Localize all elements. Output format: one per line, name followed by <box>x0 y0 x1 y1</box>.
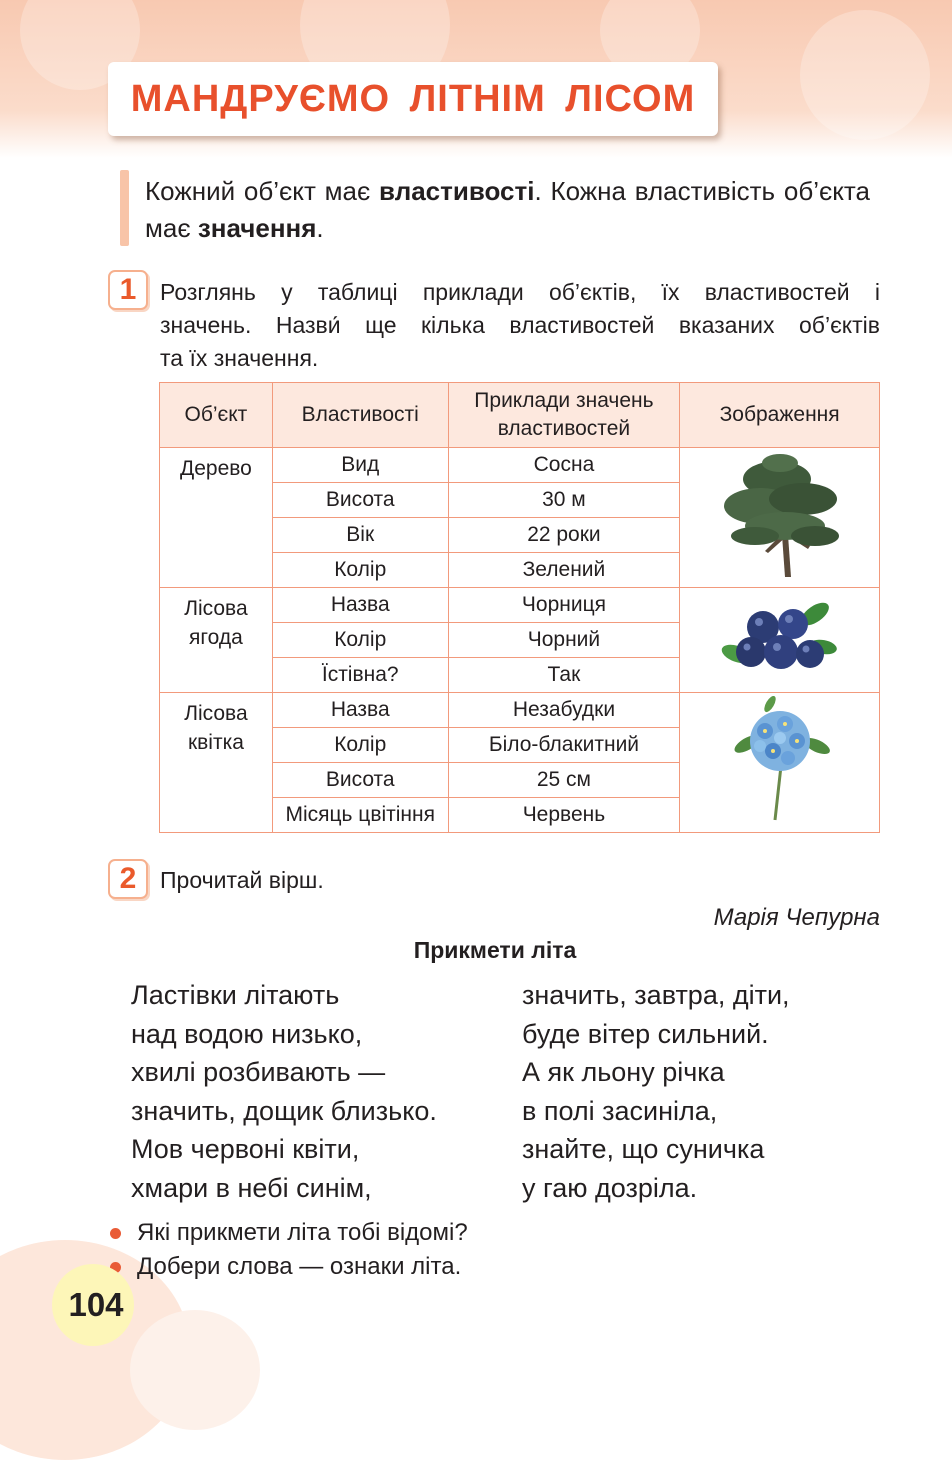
property-cell: Колір <box>272 553 448 588</box>
question-list <box>110 1216 468 1284</box>
corner-decoration <box>130 1310 260 1430</box>
poem-line: в полі засиніла, <box>522 1095 718 1126</box>
value-cell: 22 роки <box>448 518 680 553</box>
value-cell: 30 м <box>448 483 680 518</box>
poem-author: Марія Чепурна <box>713 904 880 931</box>
forget-me-not-icon <box>725 696 835 824</box>
blueberries-image <box>680 588 880 693</box>
bullet-icon <box>110 1228 121 1239</box>
object-cell <box>160 588 273 693</box>
object-cell <box>160 693 273 833</box>
question-text: Добери слова — ознаки літа. <box>137 1253 462 1280</box>
header-values-line: Приклади значень <box>474 389 654 412</box>
header-property: Властивості <box>272 383 448 448</box>
property-cell: Вид <box>272 448 448 483</box>
list-item <box>110 1216 468 1250</box>
intro-bold-values: значення <box>197 213 317 243</box>
value-cell: Так <box>448 658 680 693</box>
properties-table <box>159 382 880 833</box>
object-name: Лісова <box>184 702 248 725</box>
poem-title: Прикмети літа <box>413 937 577 963</box>
task-number-2: 2 <box>108 859 148 899</box>
decor-bubble <box>800 10 930 140</box>
table-row <box>160 693 880 728</box>
header-values-line: властивостей <box>497 417 631 440</box>
intro-bold-properties: властивості <box>379 176 535 206</box>
object-name: Лісова <box>184 597 248 620</box>
table-row <box>160 448 880 483</box>
title-box <box>108 62 718 136</box>
object-name: Дерево <box>179 457 252 480</box>
header-image: Зображення <box>680 383 880 448</box>
task-1-line: та їх значення. <box>160 345 319 371</box>
poem-column-right <box>522 976 790 1207</box>
value-cell: Сосна <box>448 448 680 483</box>
pine-tree-image <box>680 448 880 588</box>
blueberries-icon <box>715 592 845 682</box>
property-cell: Колір <box>272 623 448 658</box>
page-title: МАНДРУЄМО ЛІТНІМ ЛІСОМ <box>130 78 696 120</box>
property-cell: Колір <box>272 728 448 763</box>
poem-line: Ластівки літають <box>131 980 340 1010</box>
property-cell: Назва <box>272 588 448 623</box>
value-cell: Біло-блакитний <box>448 728 680 763</box>
property-cell: Висота <box>272 763 448 798</box>
poem-line: у гаю дозріла. <box>522 1172 698 1203</box>
value-cell: Незабудки <box>448 693 680 728</box>
table-header-row <box>160 383 880 448</box>
header-object: Об’єкт <box>160 383 273 448</box>
poem-line: буде вітер сильний. <box>522 1018 769 1049</box>
header-values <box>448 383 680 448</box>
poem-line: хмари в небі синім, <box>131 1172 372 1203</box>
object-name: ягода <box>189 626 243 649</box>
property-cell: Вік <box>272 518 448 553</box>
property-cell: Місяць цвітіння <box>272 798 448 833</box>
property-cell: Назва <box>272 693 448 728</box>
poem-line: над водою низько, <box>131 1018 363 1049</box>
poem-column-left <box>131 976 437 1207</box>
poem-line: Мов червоні квіти, <box>131 1134 360 1164</box>
value-cell: Чорний <box>448 623 680 658</box>
poem-line: значить, завтра, діти, <box>522 980 790 1010</box>
task-1-line: значень. Назви́ ще кілька властивостей вказаних об’єктів <box>160 312 880 338</box>
intro-part: Кожний об’єкт має <box>145 176 380 206</box>
value-cell: Червень <box>448 798 680 833</box>
task-number-1: 1 <box>108 270 148 310</box>
pine-tree-icon <box>715 451 845 579</box>
question-text: Які прикмети літа тобі відомі? <box>137 1219 468 1246</box>
intro-part: . Кожна властивість об’єкта має <box>145 176 870 243</box>
poem-line: А як льону річка <box>522 1057 725 1087</box>
poem-line: знайте, що суничка <box>522 1134 765 1164</box>
property-cell: Їстівна? <box>272 658 448 693</box>
table-row <box>160 588 880 623</box>
task-1-text <box>160 276 880 375</box>
intro-part: . <box>316 213 324 243</box>
object-cell <box>160 448 273 588</box>
page-number: 104 <box>68 1286 124 1323</box>
value-cell: Чорниця <box>448 588 680 623</box>
forget-me-not-image <box>680 693 880 833</box>
list-item <box>110 1250 468 1284</box>
intro-accent-bar <box>120 170 129 246</box>
poem-line: значить, дощик близько. <box>131 1095 437 1126</box>
object-name: квітка <box>187 731 244 754</box>
value-cell: 25 см <box>448 763 680 798</box>
task-1-line: Розглянь у таблиці приклади об’єктів, їх властивостей і <box>160 279 880 305</box>
poem-line: хвилі розбивають — <box>131 1057 386 1087</box>
task-2-text: Прочитай вірш. <box>160 867 324 893</box>
intro-text <box>145 173 870 247</box>
property-cell: Висота <box>272 483 448 518</box>
value-cell: Зелений <box>448 553 680 588</box>
